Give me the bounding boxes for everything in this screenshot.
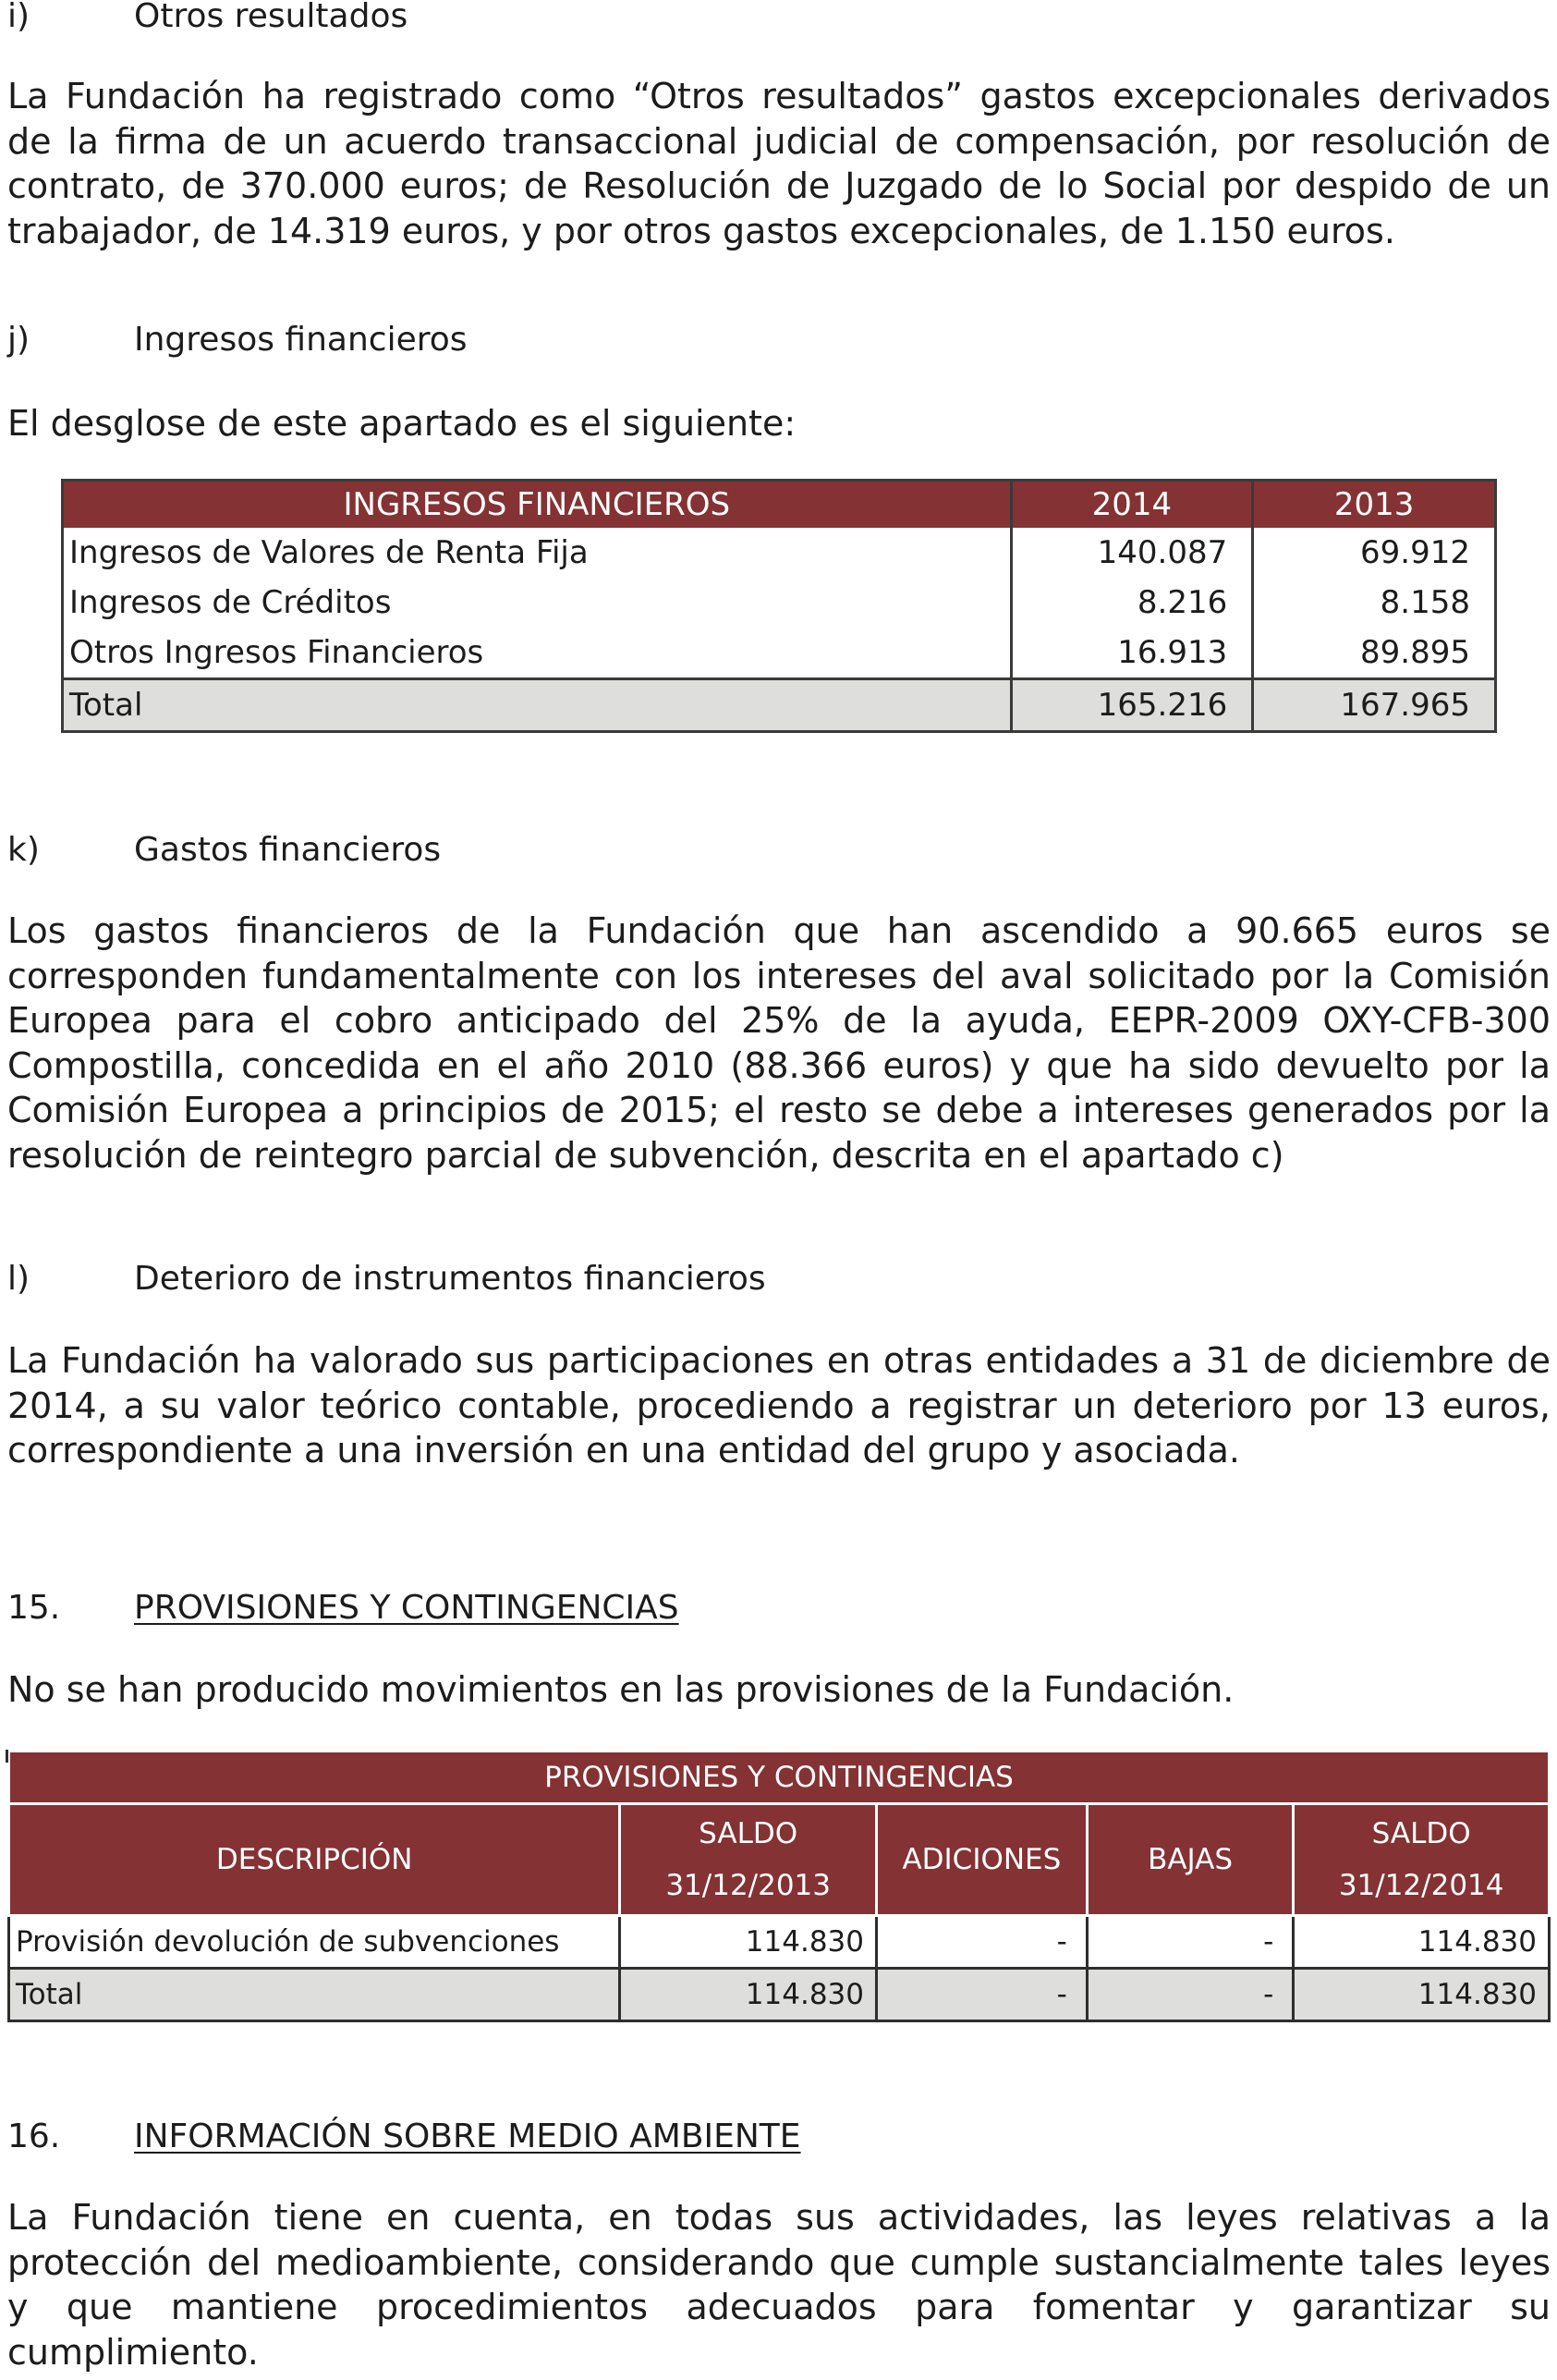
column-header: INGRESOS FINANCIEROS xyxy=(63,481,1012,529)
table-total-row xyxy=(9,1969,1550,2021)
section-title: Otros resultados xyxy=(134,0,408,35)
section-title: Deterioro de instrumentos financieros xyxy=(134,1260,766,1298)
saldo-2014-value: 114.830 xyxy=(1294,1916,1550,1969)
section-marker: i) xyxy=(7,0,30,35)
section-heading-15 xyxy=(7,1588,1486,1629)
table-left-rule xyxy=(6,1750,8,1763)
row-label: Ingresos de Valores de Renta Fija xyxy=(69,534,589,571)
column-header: 2014 xyxy=(1011,481,1253,529)
bajas-value: - xyxy=(1087,1916,1294,1969)
section-title: PROVISIONES Y CONTINGENCIAS xyxy=(134,1589,679,1627)
table-total-row xyxy=(63,679,1496,732)
section-marker: k) xyxy=(7,831,40,869)
value-2014: 140.087 xyxy=(1011,528,1253,578)
section-number: 15. xyxy=(7,1589,61,1627)
column-header-adiciones: ADICIONES xyxy=(877,1804,1088,1916)
table-title: PROVISIONES Y CONTINGENCIAS xyxy=(9,1751,1550,1804)
paragraph-otros-resultados: La Fundación ha registrado como “Otros resultados” gastos excepcionales derivados de la firma de un acuerdo transaccional judicial de compensación, por resolución de contrato, de 370.000 euros; de Resolución de Juzgado de lo Social por despido de un trabajador, de 14.319 euros, y por otros gastos excepcionales, de 1.150 euros. xyxy=(7,76,1551,251)
section-heading-l xyxy=(7,1259,1486,1300)
row-label: Provisión devolución de subvenciones xyxy=(9,1916,620,1969)
section-number: 16. xyxy=(7,2118,61,2155)
table-title-row xyxy=(9,1751,1550,1804)
row-label: Ingresos de Créditos xyxy=(69,584,392,621)
section-marker: j) xyxy=(7,321,30,359)
value-2013: 69.912 xyxy=(1253,528,1496,578)
table-row xyxy=(9,1916,1550,1969)
adiciones-value: - xyxy=(877,1916,1088,1969)
paragraph-deterioro: La Fundación ha valorado sus participaciones en otras entidades a 31 de diciembre de 2014, a su valor teórico contable, procediendo a registrar un deterioro por 13 euros, correspondiente a una inversión en una entidad del grupo y asociada. xyxy=(7,1340,1551,1471)
paragraph-gastos-financieros: Los gastos financieros de la Fundación que han ascendido a 90.665 euros se corresponden fundamentalmente con los intereses del aval solicitado por la Comisión Europea para el cobro anticipado del 25% de la ayuda, EEPR-2009 OXY-CFB-300 Compostilla, concedida en el año 2010 (88.366 euros) y que ha sido devuelto por la Comisión Europea a principios de 2015; el resto se debe a intereses generados por la resolución de reintegro parcial de subvención, descrita en el apartado c) xyxy=(7,910,1551,1176)
row-label: Otros Ingresos Financieros xyxy=(69,634,484,671)
provisiones-table xyxy=(7,1750,1551,2022)
saldo-2013-value: 114.830 xyxy=(620,1969,877,2021)
section-heading-j xyxy=(7,320,1486,360)
section-title: Ingresos financieros xyxy=(134,321,468,359)
column-header-saldo-2014: SALDO 31/12/2014 xyxy=(1294,1804,1550,1916)
column-header-descripcion: DESCRIPCIÓN xyxy=(9,1804,620,1916)
value-2014: 16.913 xyxy=(1011,628,1253,679)
paragraph-medio-ambiente: La Fundación tiene en cuenta, en todas sus actividades, las leyes relativas a la protección del medioambiente, considerando que cumple sustancialmente tales leyes y que mantiene procedimientos adecuados para fomentar y garantizar su cumplimiento. xyxy=(7,2197,1551,2373)
section-marker: l) xyxy=(7,1260,30,1298)
paragraph-desglose: El desglose de este apartado es el siguiente: xyxy=(7,403,797,444)
table-header-row xyxy=(63,481,1496,529)
row-label: Total xyxy=(9,1969,620,2021)
section-heading-16 xyxy=(7,2117,1486,2157)
paragraph-provisiones: No se han producido movimientos en las provisiones de la Fundación. xyxy=(7,1669,1235,1710)
value-2013: 167.965 xyxy=(1253,679,1496,732)
bajas-value: - xyxy=(1087,1969,1294,2021)
table-row xyxy=(63,578,1496,628)
section-title: INFORMACIÓN SOBRE MEDIO AMBIENTE xyxy=(134,2118,801,2155)
column-header-saldo-2013: SALDO 31/12/2013 xyxy=(620,1804,877,1916)
column-header-bajas: BAJAS xyxy=(1087,1804,1294,1916)
table-row xyxy=(63,528,1496,578)
row-label: Total xyxy=(63,679,1012,732)
section-heading-i xyxy=(7,0,1486,37)
table-row xyxy=(63,628,1496,679)
table-header-row xyxy=(9,1804,1550,1916)
column-header: 2013 xyxy=(1253,481,1496,529)
section-heading-k xyxy=(7,830,1486,871)
saldo-2014-value: 114.830 xyxy=(1294,1969,1550,2021)
ingresos-financieros-table xyxy=(61,479,1497,733)
value-2014: 165.216 xyxy=(1011,679,1253,732)
section-title: Gastos financieros xyxy=(134,831,442,869)
value-2013: 89.895 xyxy=(1253,628,1496,679)
adiciones-value: - xyxy=(877,1969,1088,2021)
saldo-2013-value: 114.830 xyxy=(620,1916,877,1969)
value-2014: 8.216 xyxy=(1011,578,1253,628)
value-2013: 8.158 xyxy=(1253,578,1496,628)
